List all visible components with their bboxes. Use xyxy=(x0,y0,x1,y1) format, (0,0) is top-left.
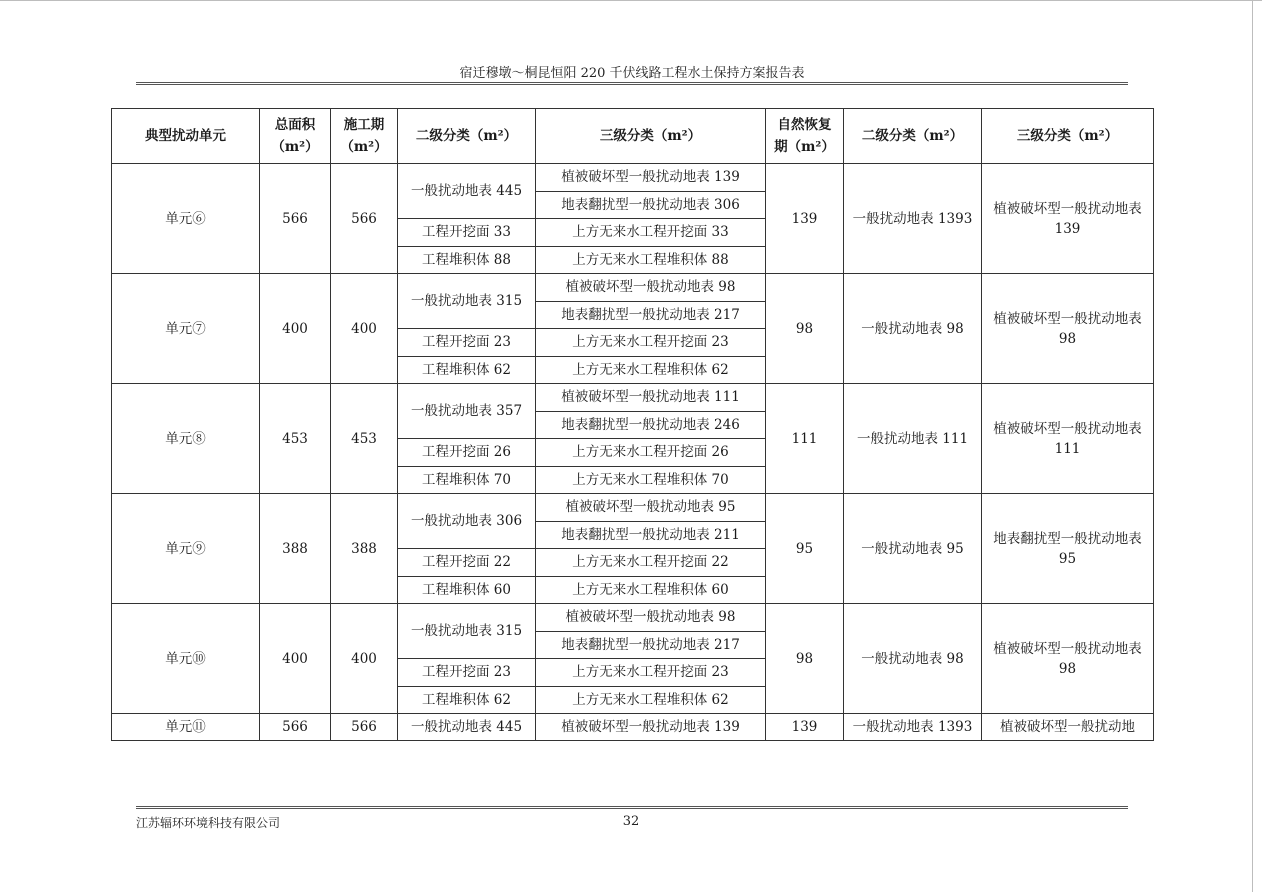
cell-total-area: 400 xyxy=(260,604,331,714)
table-row xyxy=(112,494,1154,522)
cell-level3-surface: 地表翻扰型一般扰动地表 211 xyxy=(536,521,766,549)
cell-level3-surface: 地表翻扰型一般扰动地表 246 xyxy=(536,411,766,439)
cell-level3-vegetation: 植被破坏型一般扰动地表 95 xyxy=(536,494,766,522)
cell-unit: 单元⑧ xyxy=(112,384,260,494)
cell-level3-excavation: 上方无来水工程开挖面 33 xyxy=(536,219,766,247)
header-total-area-line1: 总面积 xyxy=(274,117,316,133)
cell-level3-excavation: 上方无来水工程开挖面 23 xyxy=(536,659,766,687)
header-recovery-level2: 二级分类（m²） xyxy=(844,109,982,164)
cell-level3-stack: 上方无来水工程堆积体 60 xyxy=(536,576,766,604)
cell-recovery: 139 xyxy=(766,164,844,274)
header-total-area xyxy=(260,109,331,164)
cell-recovery-level3-text: 地表翻扰型一般扰动地表 95 xyxy=(993,530,1142,567)
cell-unit: 单元⑦ xyxy=(112,274,260,384)
cell-recovery-level3-text: 植被破坏型一般扰动地表 98 xyxy=(993,640,1142,677)
cell-total-area: 453 xyxy=(260,384,331,494)
cell-level2-excavation: 工程开挖面 22 xyxy=(398,549,536,577)
cell-recovery-level3: 植被破坏型一般扰动地 xyxy=(982,714,1154,741)
cell-construction: 388 xyxy=(331,494,398,604)
page-edge-top xyxy=(0,0,1262,1)
cell-level3-surface: 地表翻扰型一般扰动地表 217 xyxy=(536,631,766,659)
header-total-area-line2: （m²） xyxy=(271,139,319,155)
cell-construction: 400 xyxy=(331,604,398,714)
cell-construction: 566 xyxy=(331,164,398,274)
cell-level2-stack: 工程堆积体 60 xyxy=(398,576,536,604)
cell-recovery: 98 xyxy=(766,274,844,384)
cell-level3-vegetation: 植被破坏型一般扰动地表 139 xyxy=(536,164,766,192)
cell-level2-stack: 工程堆积体 62 xyxy=(398,686,536,714)
cell-level3-stack: 上方无来水工程堆积体 88 xyxy=(536,246,766,274)
page-header-title: 宿迁穆墩～桐昆恒阳 220 千伏线路工程水土保持方案报告表 xyxy=(459,66,805,81)
cell-level3-stack: 上方无来水工程堆积体 62 xyxy=(536,686,766,714)
cell-level2-excavation: 工程开挖面 23 xyxy=(398,329,536,357)
cell-level3-vegetation: 植被破坏型一般扰动地表 98 xyxy=(536,274,766,302)
cell-level2-excavation: 工程开挖面 33 xyxy=(398,219,536,247)
cell-level2-stack: 工程堆积体 70 xyxy=(398,466,536,494)
footer-divider xyxy=(136,806,1128,809)
table-row xyxy=(112,164,1154,192)
header-recovery xyxy=(766,109,844,164)
cell-recovery-level2: 一般扰动地表 1393 xyxy=(844,164,982,274)
header-divider xyxy=(136,82,1128,85)
cell-level3-excavation: 上方无来水工程开挖面 22 xyxy=(536,549,766,577)
cell-construction: 400 xyxy=(331,274,398,384)
cell-level2-general: 一般扰动地表 315 xyxy=(398,604,536,659)
table-row xyxy=(112,714,1154,741)
cell-level2-excavation: 工程开挖面 23 xyxy=(398,659,536,687)
cell-total-area: 388 xyxy=(260,494,331,604)
cell-recovery: 139 xyxy=(766,714,844,741)
header-construction-line1: 施工期 xyxy=(343,117,385,133)
cell-level3-stack: 上方无来水工程堆积体 70 xyxy=(536,466,766,494)
cell-recovery: 111 xyxy=(766,384,844,494)
cell-total-area: 566 xyxy=(260,714,331,741)
cell-level3-excavation: 上方无来水工程开挖面 26 xyxy=(536,439,766,467)
table-header-row xyxy=(112,109,1154,164)
cell-total-area: 566 xyxy=(260,164,331,274)
cell-recovery-level3-text: 植被破坏型一般扰动地表 98 xyxy=(993,310,1142,347)
cell-unit: 单元⑪ xyxy=(112,714,260,741)
header-construction xyxy=(331,109,398,164)
cell-level2-general: 一般扰动地表 445 xyxy=(398,164,536,219)
cell-recovery-level3 xyxy=(982,164,1154,274)
cell-recovery-level3 xyxy=(982,274,1154,384)
header-level2: 二级分类（m²） xyxy=(398,109,536,164)
table-row xyxy=(112,274,1154,302)
cell-unit: 单元⑨ xyxy=(112,494,260,604)
cell-total-area: 400 xyxy=(260,274,331,384)
cell-level2-general: 一般扰动地表 315 xyxy=(398,274,536,329)
page-edge-right xyxy=(1252,0,1253,892)
disturbance-unit-table xyxy=(111,108,1154,741)
cell-recovery: 95 xyxy=(766,494,844,604)
footer-company-name: 江苏辐环环境科技有限公司 xyxy=(136,816,281,830)
cell-level2-general: 一般扰动地表 357 xyxy=(398,384,536,439)
cell-construction: 453 xyxy=(331,384,398,494)
cell-level3-surface: 地表翻扰型一般扰动地表 306 xyxy=(536,191,766,219)
cell-recovery-level2: 一般扰动地表 1393 xyxy=(844,714,982,741)
cell-construction: 566 xyxy=(331,714,398,741)
cell-level3-vegetation: 植被破坏型一般扰动地表 111 xyxy=(536,384,766,412)
cell-level2-general: 一般扰动地表 445 xyxy=(398,714,536,741)
header-recovery-line1: 自然恢复 xyxy=(777,117,832,133)
cell-recovery-level2: 一般扰动地表 111 xyxy=(844,384,982,494)
cell-level3-vegetation: 植被破坏型一般扰动地表 98 xyxy=(536,604,766,632)
cell-recovery-level3 xyxy=(982,384,1154,494)
cell-recovery-level2: 一般扰动地表 98 xyxy=(844,604,982,714)
header-unit: 典型扰动单元 xyxy=(112,109,260,164)
cell-level2-stack: 工程堆积体 62 xyxy=(398,356,536,384)
header-recovery-line2: 期（m²） xyxy=(774,139,835,155)
cell-unit: 单元⑩ xyxy=(112,604,260,714)
header-level3: 三级分类（m²） xyxy=(536,109,766,164)
cell-level3-stack: 上方无来水工程堆积体 62 xyxy=(536,356,766,384)
cell-level3-surface: 地表翻扰型一般扰动地表 217 xyxy=(536,301,766,329)
cell-recovery-level3 xyxy=(982,604,1154,714)
cell-level3-excavation: 上方无来水工程开挖面 23 xyxy=(536,329,766,357)
cell-level2-stack: 工程堆积体 88 xyxy=(398,246,536,274)
table-row xyxy=(112,384,1154,412)
cell-recovery-level3-text: 植被破坏型一般扰动地表 111 xyxy=(993,420,1142,457)
table-row xyxy=(112,604,1154,632)
page-number: 32 xyxy=(622,814,640,829)
header-recovery-level3: 三级分类（m²） xyxy=(982,109,1154,164)
cell-level2-excavation: 工程开挖面 26 xyxy=(398,439,536,467)
cell-level2-general: 一般扰动地表 306 xyxy=(398,494,536,549)
cell-recovery: 98 xyxy=(766,604,844,714)
header-construction-line2: （m²） xyxy=(340,139,388,155)
cell-recovery-level3-text: 植被破坏型一般扰动地表 139 xyxy=(993,200,1142,237)
cell-recovery-level2: 一般扰动地表 95 xyxy=(844,494,982,604)
cell-level3-vegetation: 植被破坏型一般扰动地表 139 xyxy=(536,714,766,741)
cell-recovery-level2: 一般扰动地表 98 xyxy=(844,274,982,384)
cell-unit: 单元⑥ xyxy=(112,164,260,274)
cell-recovery-level3 xyxy=(982,494,1154,604)
